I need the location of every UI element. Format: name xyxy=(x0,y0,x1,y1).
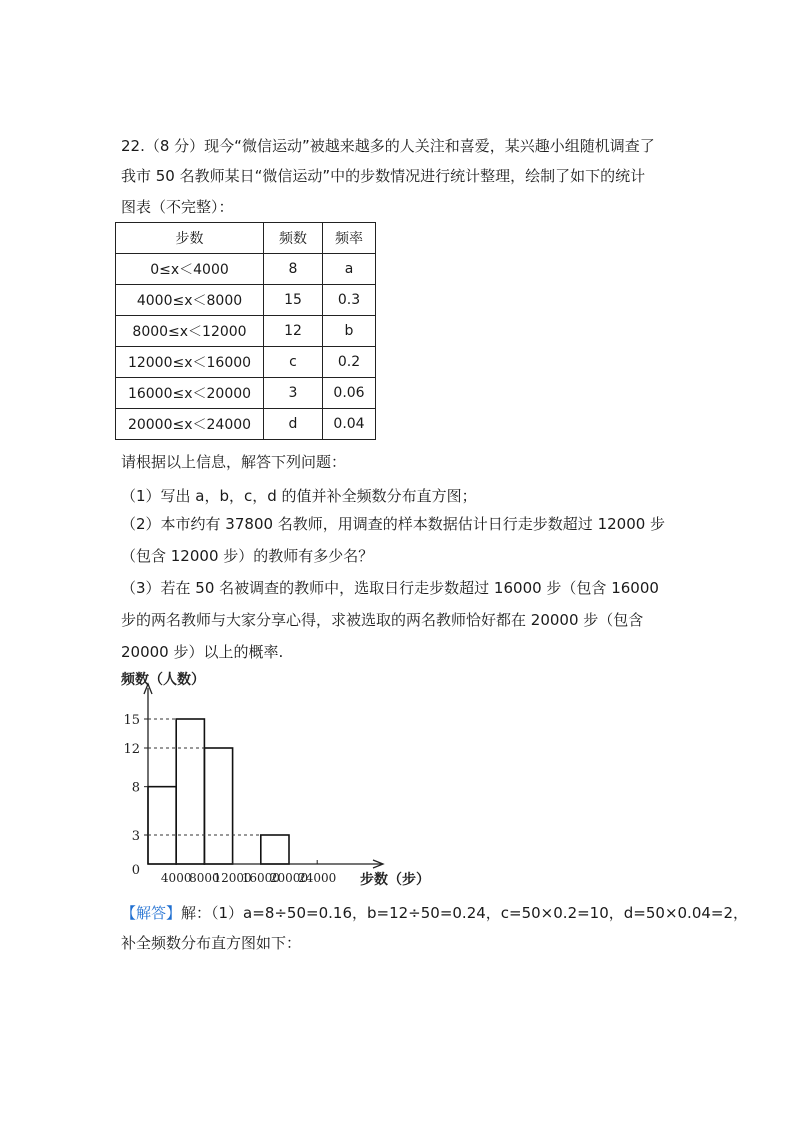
table-cell: 0≤x＜4000 xyxy=(116,254,264,285)
question-line-3: 图表（不完整）： xyxy=(121,198,234,216)
table-cell: 0.3 xyxy=(323,285,376,316)
answer-line-2: 补全频数分布直方图如下： xyxy=(121,934,302,952)
histogram-bar xyxy=(261,835,289,864)
x-axis-label: 步数（步） xyxy=(360,872,430,888)
x-tick-label: 20000 xyxy=(269,871,309,885)
frequency-table xyxy=(115,222,376,440)
x-tick-label: 8000 xyxy=(189,871,220,885)
x-tick-label: 16000 xyxy=(241,871,280,885)
question-1: （1）写出 a，b，c，d 的值并补全频数分布直方图； xyxy=(121,487,477,505)
y-tick-label: 12 xyxy=(123,742,140,757)
table-row xyxy=(116,347,376,378)
question-line-2: 我市 50 名教师某日“微信运动”中的步数情况进行统计整理，绘制了如下的统计 xyxy=(121,167,646,185)
answer-line-1 xyxy=(121,903,748,923)
table-cell: c xyxy=(264,347,323,378)
y-tick-label: 15 xyxy=(123,713,140,728)
table-cell: d xyxy=(264,409,323,440)
table-row xyxy=(116,285,376,316)
table-row xyxy=(116,378,376,409)
x-tick-label: 12000 xyxy=(213,871,252,885)
table-cell: 20000≤x＜24000 xyxy=(116,409,264,440)
table-cell: 8000≤x＜12000 xyxy=(116,316,264,347)
table-cell: 0.04 xyxy=(323,409,376,440)
table-cell: a xyxy=(323,254,376,285)
y-tick-label: 3 xyxy=(131,829,140,844)
answer-text-1: 解：（1）a=8÷50=0.16，b=12÷50=0.24，c=50×0.2=10，d=50×0.04=2， xyxy=(181,904,749,922)
table-header-row xyxy=(116,223,376,254)
question-2-line-2: （包含 12000 步）的教师有多少名？ xyxy=(121,547,374,565)
y-tick-label: 8 xyxy=(131,780,140,796)
table-cell: b xyxy=(323,316,376,347)
table-header-frequency: 频数 xyxy=(264,223,323,254)
table-row xyxy=(116,316,376,347)
table-cell: 15 xyxy=(264,285,323,316)
question-3-line-3: 20000 步）以上的概率. xyxy=(121,643,284,661)
histogram-bar xyxy=(176,719,204,864)
table-cell: 0.06 xyxy=(323,378,376,409)
table-cell: 12000≤x＜16000 xyxy=(116,347,264,378)
table-header-rate: 频率 xyxy=(323,223,376,254)
x-axis-arrow xyxy=(373,860,383,868)
y-axis-label: 频数（人数） xyxy=(121,672,205,688)
question-3-line-1: （3）若在 50 名被调查的教师中，选取日行走步数超过 16000 步（包含 16000 xyxy=(121,579,659,597)
table-cell: 0.2 xyxy=(323,347,376,378)
question-2-line-1: （2）本市约有 37800 名教师，用调查的样本数据估计日行走步数超过 12000 步 xyxy=(121,515,666,533)
table-cell: 4000≤x＜8000 xyxy=(116,285,264,316)
table-row xyxy=(116,409,376,440)
histogram-bar xyxy=(148,787,176,864)
question-3-line-2: 步的两名教师与大家分享心得，求被选取的两名教师恰好都在 20000 步（包含 xyxy=(121,611,644,629)
table-cell: 8 xyxy=(264,254,323,285)
table-cell: 12 xyxy=(264,316,323,347)
x-tick-label: 4000 xyxy=(160,871,192,885)
histogram-bar xyxy=(204,748,232,864)
y-axis-arrow xyxy=(144,684,152,694)
answer-tag: 【解答】 xyxy=(121,904,182,922)
table-cell: 3 xyxy=(264,378,323,409)
table-header-steps: 步数 xyxy=(116,223,264,254)
x-tick-label: 0 xyxy=(131,863,140,878)
table-row xyxy=(116,254,376,285)
x-tick-label: 24000 xyxy=(298,871,337,885)
instructions-intro: 请根据以上信息，解答下列问题： xyxy=(121,453,347,471)
table-cell: 16000≤x＜20000 xyxy=(116,378,264,409)
question-line-1: 22.（8 分）现今“微信运动”被越来越多的人关注和喜爱，某兴趣小组随机调查了 xyxy=(121,137,655,155)
